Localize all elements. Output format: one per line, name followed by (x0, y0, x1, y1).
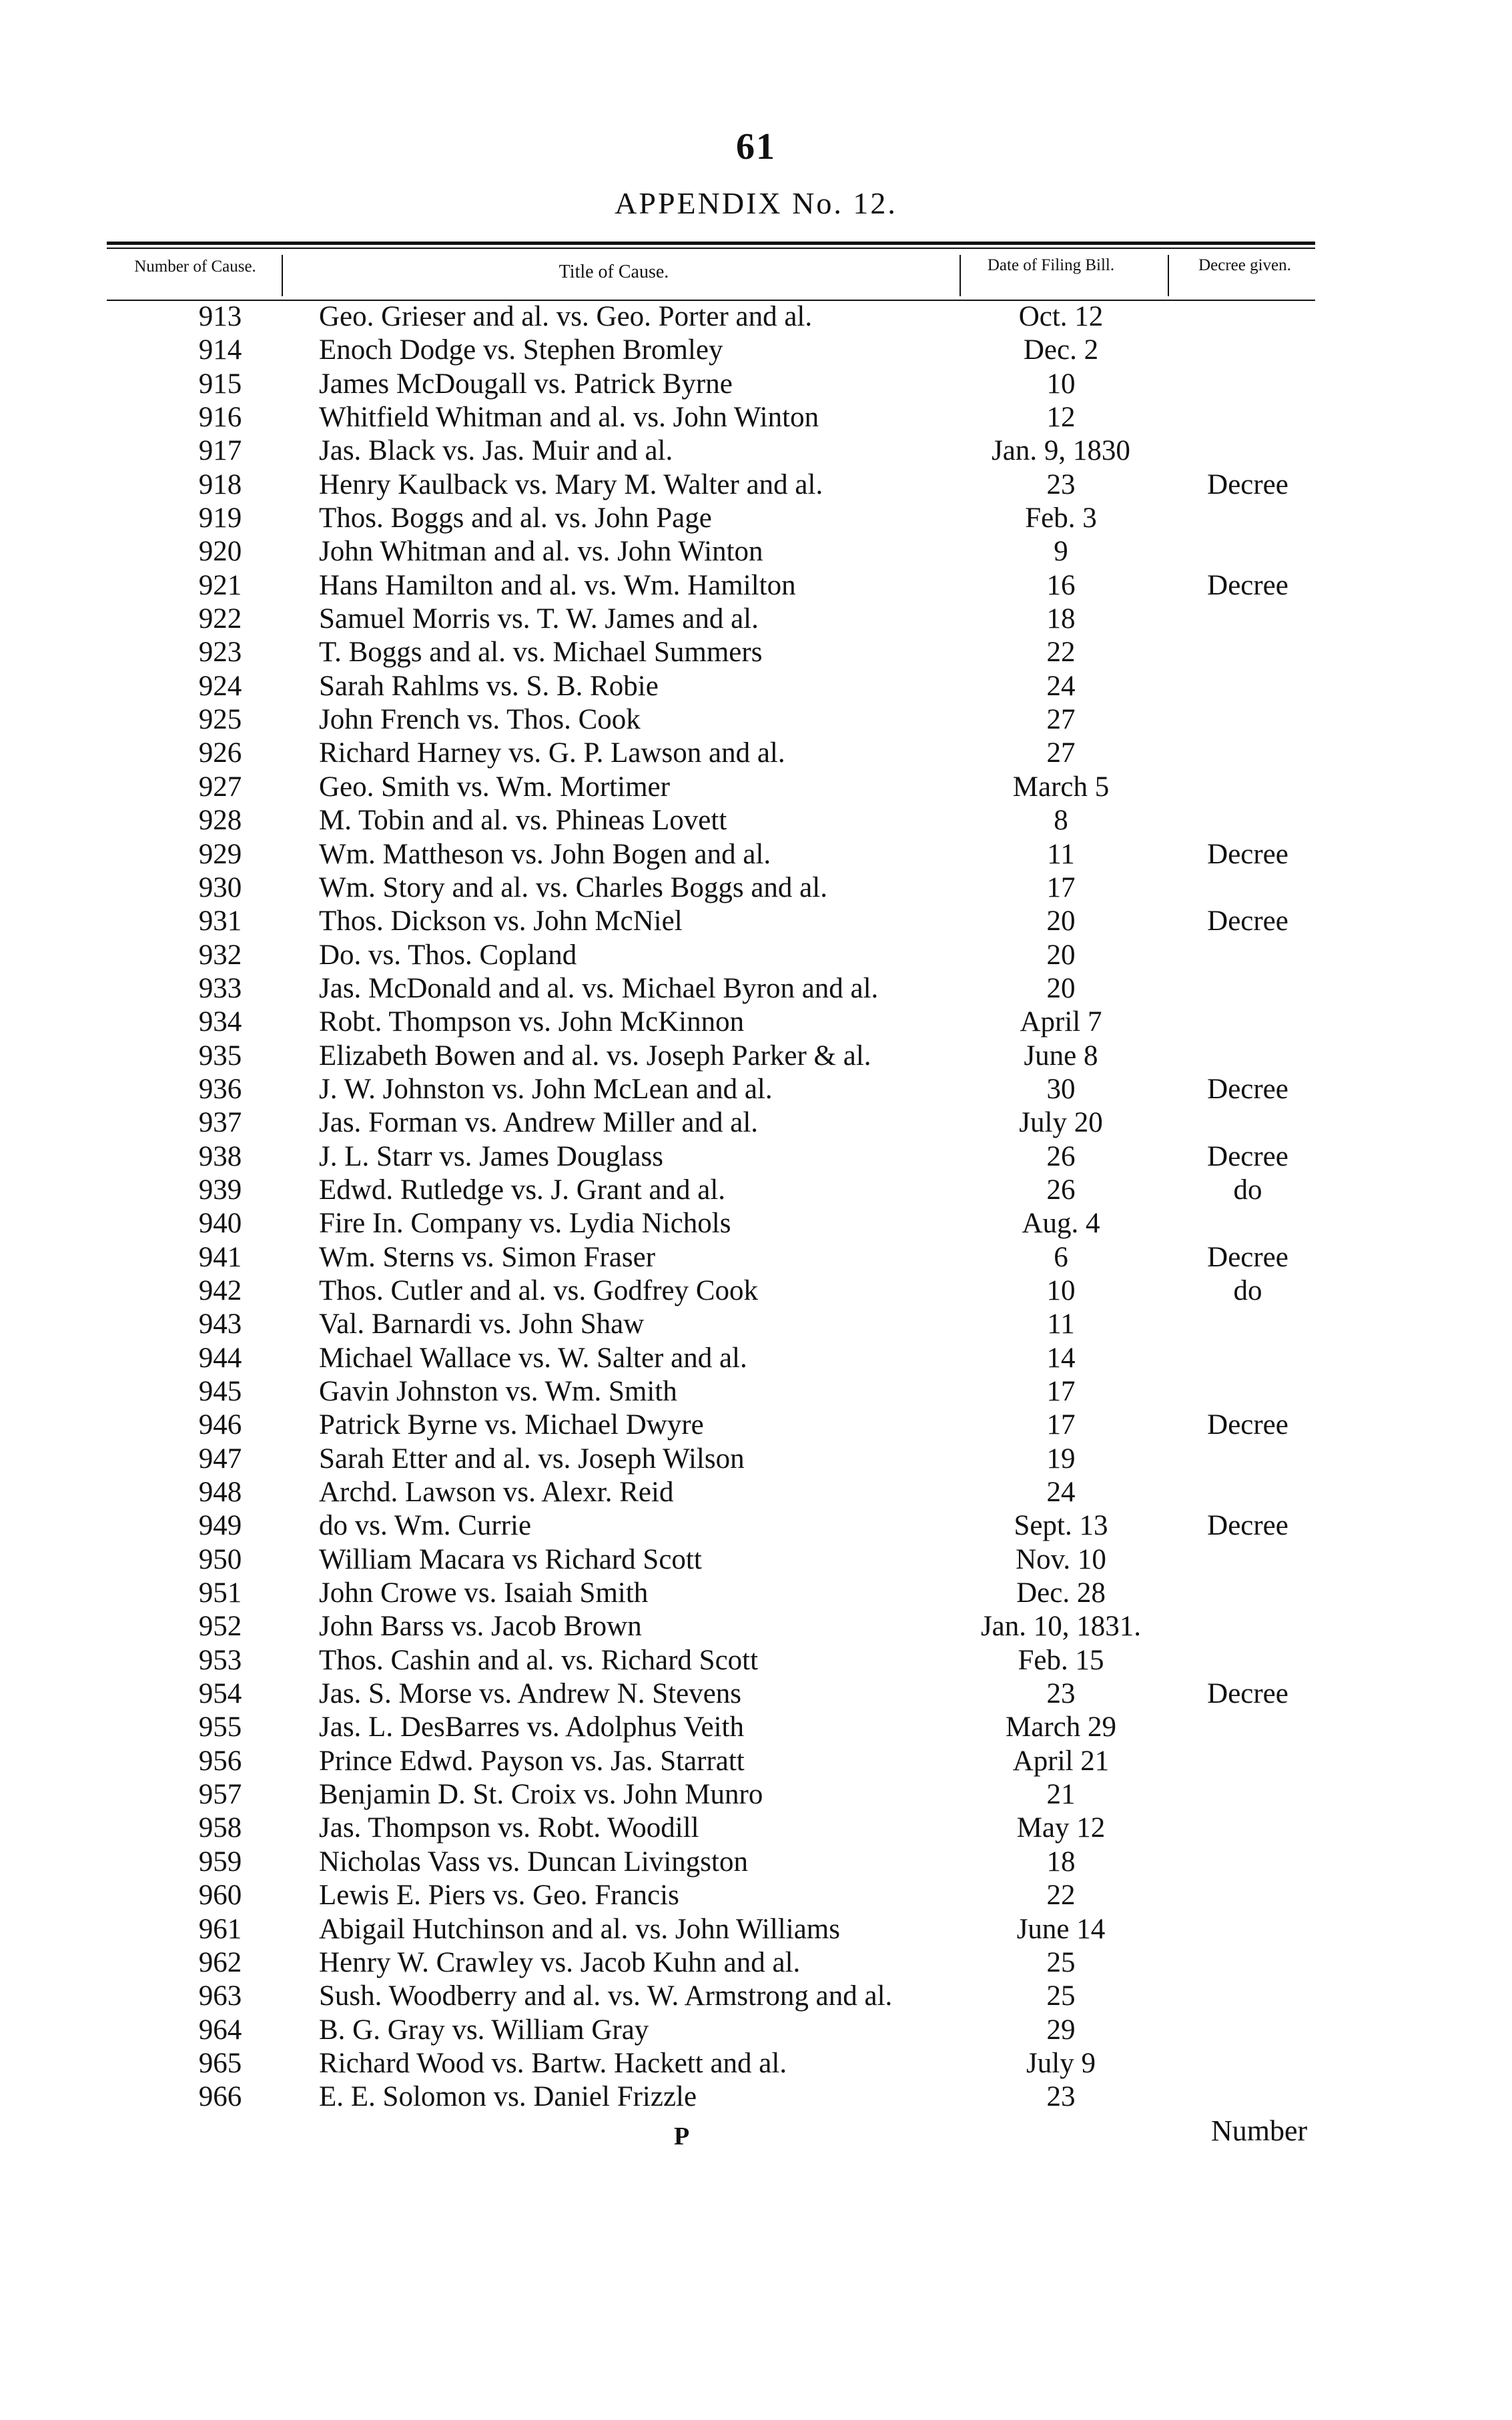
filing-date: 20 (1046, 905, 1076, 937)
table-row (107, 535, 1315, 568)
table-row (107, 1577, 1315, 1610)
cause-number: 965 (198, 2047, 242, 2079)
filing-date: 11 (1047, 1308, 1075, 1340)
table-row (107, 1274, 1315, 1308)
page-number: 61 (736, 126, 776, 167)
cause-number: 922 (198, 603, 242, 635)
filing-date: 9 (1054, 536, 1068, 568)
table-row (107, 670, 1315, 703)
header-top-rule (107, 242, 1315, 245)
header-divider (282, 255, 283, 296)
table-row (107, 1610, 1315, 1643)
table-row (107, 1174, 1315, 1207)
table-row (107, 804, 1315, 837)
cause-number: 958 (198, 1812, 242, 1844)
filing-date: 11 (1047, 838, 1075, 870)
cause-title: James McDougall vs. Patrick Byrne (319, 368, 733, 400)
filing-date: 22 (1046, 637, 1076, 669)
decree-status: Decree (1207, 905, 1288, 937)
cause-number: 933 (198, 972, 242, 1004)
table-row (107, 1342, 1315, 1375)
table-row (107, 1005, 1315, 1039)
table-row (107, 2047, 1315, 2080)
decree-status: Decree (1207, 468, 1288, 500)
table-row (107, 737, 1315, 770)
cause-title: Wm. Sterns vs. Simon Fraser (319, 1241, 656, 1273)
cause-number: 949 (198, 1510, 242, 1542)
table-row (107, 939, 1315, 972)
filing-date: May 12 (1016, 1812, 1106, 1844)
filing-date: 22 (1046, 1880, 1076, 1912)
decree-status: do (1233, 1274, 1262, 1306)
cause-title: Hans Hamilton and al. vs. Wm. Hamilton (319, 569, 796, 601)
cause-title: Henry Kaulback vs. Mary M. Walter and al. (319, 468, 823, 500)
cause-number: 962 (198, 1946, 242, 1978)
filing-date: Oct. 12 (1018, 301, 1104, 332)
header-top-rule-thin (107, 248, 1315, 249)
cause-title: Richard Harney vs. G. P. Lawson and al. (319, 737, 785, 769)
table-row (107, 1106, 1315, 1140)
cause-number: 926 (198, 737, 242, 769)
cause-number: 938 (198, 1140, 242, 1172)
cause-title: T. Boggs and al. vs. Michael Summers (319, 637, 763, 669)
cause-number: 917 (198, 435, 242, 467)
cause-number: 956 (198, 1745, 242, 1777)
cause-number: 932 (198, 939, 242, 971)
filing-date: 10 (1046, 1274, 1076, 1306)
header-date: Date of Filing Bill. (987, 256, 1115, 274)
cause-number: 923 (198, 637, 242, 669)
cause-number: 961 (198, 1913, 242, 1945)
filing-date: June 8 (1024, 1040, 1098, 1072)
cause-title: Sarah Rahlms vs. S. B. Robie (319, 670, 659, 702)
cause-number: 915 (198, 368, 242, 400)
cause-number: 939 (198, 1174, 242, 1206)
filing-date: Feb. 15 (1018, 1644, 1104, 1676)
filing-date: 16 (1046, 569, 1076, 601)
table-header (107, 252, 1315, 300)
cause-title: Whitfield Whitman and al. vs. John Winton (319, 402, 819, 434)
cause-title: Sarah Etter and al. vs. Joseph Wilson (319, 1443, 745, 1475)
table-row (107, 1677, 1315, 1711)
header-divider (1168, 255, 1169, 296)
cause-title: Jas. L. DesBarres vs. Adolphus Veith (319, 1711, 745, 1743)
table-row (107, 468, 1315, 502)
cause-title: Archd. Lawson vs. Alexr. Reid (319, 1477, 674, 1509)
table-row (107, 1980, 1315, 2013)
cause-title: Edwd. Rutledge vs. J. Grant and al. (319, 1174, 726, 1206)
cause-title: Lewis E. Piers vs. Geo. Francis (319, 1880, 679, 1912)
header-decree: Decree given. (1198, 256, 1291, 274)
table-row (107, 838, 1315, 871)
filing-date: 17 (1046, 1376, 1076, 1407)
cause-number: 946 (198, 1409, 242, 1441)
signature-mark: P (674, 2122, 690, 2150)
table-row (107, 1745, 1315, 1778)
table-row (107, 2014, 1315, 2047)
cause-title: Do. vs. Thos. Copland (319, 939, 577, 971)
cause-title: Jas. Forman vs. Andrew Miller and al. (319, 1107, 759, 1139)
table-row (107, 1913, 1315, 1946)
cause-title: Thos. Dickson vs. John McNiel (319, 905, 683, 937)
cause-title: John Crowe vs. Isaiah Smith (319, 1577, 649, 1609)
filing-date: 6 (1054, 1241, 1068, 1273)
filing-date: 23 (1046, 2081, 1076, 2113)
cause-title: Wm. Story and al. vs. Charles Boggs and al. (319, 871, 827, 903)
filing-date: 27 (1046, 737, 1076, 769)
table-row (107, 1846, 1315, 1879)
cause-title: John French vs. Thos. Cook (319, 704, 641, 736)
cause-number: 919 (198, 502, 242, 534)
cause-title: Gavin Johnston vs. Wm. Smith (319, 1376, 677, 1407)
filing-date: Sept. 13 (1014, 1510, 1108, 1542)
filing-date: Jan. 10, 1831. (980, 1611, 1142, 1643)
decree-status: Decree (1207, 1678, 1288, 1710)
table-row (107, 1241, 1315, 1274)
decree-status: Decree (1207, 1140, 1288, 1172)
table-row (107, 1040, 1315, 1073)
table-row (107, 1207, 1315, 1240)
cause-number: 963 (198, 1980, 242, 2012)
table-row (107, 972, 1315, 1005)
cause-number: 931 (198, 905, 242, 937)
cause-number: 929 (198, 838, 242, 870)
header-number: Number of Cause. (134, 258, 256, 276)
table-row (107, 1443, 1315, 1476)
cause-title: do vs. Wm. Currie (319, 1510, 532, 1542)
filing-date: 26 (1046, 1174, 1076, 1206)
decree-status: Decree (1207, 1510, 1288, 1542)
cause-title: Geo. Grieser and al. vs. Geo. Porter and al. (319, 301, 813, 332)
filing-date: 20 (1046, 972, 1076, 1004)
filing-date: 27 (1046, 704, 1076, 736)
filing-date: 18 (1046, 603, 1076, 635)
table-row (107, 1509, 1315, 1543)
cause-title: J. W. Johnston vs. John McLean and al. (319, 1073, 773, 1105)
filing-date: Dec. 28 (1016, 1577, 1106, 1609)
table-row (107, 1946, 1315, 1980)
cause-number: 960 (198, 1880, 242, 1912)
table-row (107, 502, 1315, 535)
filing-date: 14 (1046, 1342, 1076, 1374)
decree-status: Decree (1207, 1409, 1288, 1441)
table-row (107, 1140, 1315, 1174)
filing-date: 30 (1046, 1073, 1076, 1105)
table-row (107, 434, 1315, 468)
cause-number: 964 (198, 2014, 242, 2046)
decree-status: Decree (1207, 838, 1288, 870)
table-row (107, 401, 1315, 434)
cause-number: 955 (198, 1711, 242, 1743)
cause-number: 966 (198, 2081, 242, 2113)
cause-number: 936 (198, 1073, 242, 1105)
cause-title: Michael Wallace vs. W. Salter and al. (319, 1342, 747, 1374)
table-row (107, 1879, 1315, 1912)
cause-title: Abigail Hutchinson and al. vs. John Williams (319, 1913, 840, 1945)
cause-number: 924 (198, 670, 242, 702)
table-row (107, 771, 1315, 804)
cause-title: Thos. Cutler and al. vs. Godfrey Cook (319, 1274, 759, 1306)
cause-title: Thos. Cashin and al. vs. Richard Scott (319, 1644, 759, 1676)
cause-title: Thos. Boggs and al. vs. John Page (319, 502, 712, 534)
table-row (107, 905, 1315, 938)
filing-date: Dec. 2 (1023, 334, 1099, 366)
table-row (107, 2080, 1315, 2114)
cause-number: 916 (198, 402, 242, 434)
cause-number: 918 (198, 468, 242, 500)
filing-date: Jan. 9, 1830 (992, 435, 1130, 467)
table-row (107, 1644, 1315, 1677)
table-row (107, 1811, 1315, 1845)
cause-title: Geo. Smith vs. Wm. Mortimer (319, 771, 670, 803)
cause-number: 952 (198, 1611, 242, 1643)
cause-number: 914 (198, 334, 242, 366)
filing-date: 12 (1046, 402, 1076, 434)
cause-title: Enoch Dodge vs. Stephen Bromley (319, 334, 723, 366)
header-divider (960, 255, 961, 296)
decree-status: Decree (1207, 1073, 1288, 1105)
table-row (107, 1543, 1315, 1577)
cause-title: Patrick Byrne vs. Michael Dwyre (319, 1409, 704, 1441)
filing-date: 10 (1046, 368, 1076, 400)
filing-date: July 20 (1019, 1107, 1103, 1139)
table-row (107, 334, 1315, 367)
cause-number: 937 (198, 1107, 242, 1139)
cause-title: M. Tobin and al. vs. Phineas Lovett (319, 805, 727, 837)
cause-title: Richard Wood vs. Bartw. Hackett and al. (319, 2047, 787, 2079)
cause-number: 920 (198, 536, 242, 568)
filing-date: 26 (1046, 1140, 1076, 1172)
filing-date: 24 (1046, 670, 1076, 702)
table-row (107, 300, 1315, 334)
cause-title: Sush. Woodberry and al. vs. W. Armstrong and al. (319, 1980, 893, 2012)
cause-title: B. G. Gray vs. William Gray (319, 2014, 649, 2046)
cause-number: 927 (198, 771, 242, 803)
cause-title: William Macara vs Richard Scott (319, 1543, 702, 1575)
cause-title: Val. Barnardi vs. John Shaw (319, 1308, 645, 1340)
cause-number: 945 (198, 1376, 242, 1407)
table-row (107, 1073, 1315, 1106)
cause-number: 935 (198, 1040, 242, 1072)
cause-number: 957 (198, 1779, 242, 1811)
cause-title: Jas. S. Morse vs. Andrew N. Stevens (319, 1678, 742, 1710)
table-row (107, 636, 1315, 669)
filing-date: 25 (1046, 1980, 1076, 2012)
cause-number: 941 (198, 1241, 242, 1273)
filing-date: 21 (1046, 1779, 1076, 1811)
decree-status: do (1233, 1174, 1262, 1206)
cause-title: Henry W. Crawley vs. Jacob Kuhn and al. (319, 1946, 801, 1978)
cause-title: Prince Edwd. Payson vs. Jas. Starratt (319, 1745, 745, 1777)
filing-date: 25 (1046, 1946, 1076, 1978)
cause-number: 940 (198, 1208, 242, 1240)
catchword: Number (1211, 2114, 1308, 2147)
cause-title: Wm. Mattheson vs. John Bogen and al. (319, 838, 771, 870)
cause-title: John Whitman and al. vs. John Winton (319, 536, 763, 568)
table-row (107, 871, 1315, 905)
filing-date: March 5 (1012, 771, 1110, 803)
cause-title: John Barss vs. Jacob Brown (319, 1611, 642, 1643)
cause-number: 934 (198, 1006, 242, 1038)
table-row (107, 368, 1315, 401)
filing-date: 20 (1046, 939, 1076, 971)
decree-status: Decree (1207, 1241, 1288, 1273)
filing-date: 19 (1046, 1443, 1076, 1475)
cause-title: Nicholas Vass vs. Duncan Livingston (319, 1846, 748, 1878)
filing-date: April 7 (1020, 1006, 1102, 1038)
cause-number: 925 (198, 704, 242, 736)
cause-title: Elizabeth Bowen and al. vs. Joseph Parker & al. (319, 1040, 871, 1072)
cause-number: 928 (198, 805, 242, 837)
cause-number: 947 (198, 1443, 242, 1475)
cause-number: 948 (198, 1477, 242, 1509)
cause-number: 944 (198, 1342, 242, 1374)
filing-date: 24 (1046, 1477, 1076, 1509)
table-row (107, 1308, 1315, 1341)
cause-title: Samuel Morris vs. T. W. James and al. (319, 603, 759, 635)
page-title: APPENDIX No. 12. (615, 186, 897, 220)
cause-title: Jas. Thompson vs. Robt. Woodill (319, 1812, 699, 1844)
filing-date: 8 (1054, 805, 1068, 837)
cause-number: 959 (198, 1846, 242, 1878)
table-row (107, 1476, 1315, 1509)
cause-number: 913 (198, 301, 242, 332)
cause-title: Robt. Thompson vs. John McKinnon (319, 1006, 745, 1038)
table-row (107, 569, 1315, 602)
header-title: Title of Cause. (558, 262, 669, 282)
cause-number: 953 (198, 1644, 242, 1676)
filing-date: April 21 (1012, 1745, 1110, 1777)
table-row (107, 703, 1315, 737)
cause-number: 943 (198, 1308, 242, 1340)
filing-date: 23 (1046, 1678, 1076, 1710)
cause-title: Jas. McDonald and al. vs. Michael Byron and al. (319, 972, 879, 1004)
table-row (107, 602, 1315, 636)
filing-date: 18 (1046, 1846, 1076, 1878)
table-row (107, 1408, 1315, 1442)
cause-number: 954 (198, 1678, 242, 1710)
cause-number: 921 (198, 569, 242, 601)
filing-date: 29 (1046, 2014, 1076, 2046)
cause-number: 951 (198, 1577, 242, 1609)
filing-date: July 9 (1026, 2047, 1096, 2079)
filing-date: Aug. 4 (1022, 1208, 1100, 1240)
table-row (107, 1711, 1315, 1744)
cause-number: 942 (198, 1274, 242, 1306)
cause-title: E. E. Solomon vs. Daniel Frizzle (319, 2081, 697, 2113)
cause-table-body (107, 300, 1315, 2114)
filing-date: Feb. 3 (1025, 502, 1097, 534)
cause-title: Fire In. Company vs. Lydia Nichols (319, 1208, 731, 1240)
filing-date: Nov. 10 (1016, 1543, 1106, 1575)
filing-date: 23 (1046, 468, 1076, 500)
cause-number: 950 (198, 1543, 242, 1575)
cause-title: J. L. Starr vs. James Douglass (319, 1140, 663, 1172)
filing-date: 17 (1046, 1409, 1076, 1441)
cause-number: 930 (198, 871, 242, 903)
filing-date: June 14 (1016, 1913, 1106, 1945)
cause-title: Benjamin D. St. Croix vs. John Munro (319, 1779, 763, 1811)
cause-title: Jas. Black vs. Jas. Muir and al. (319, 435, 673, 467)
table-row (107, 1375, 1315, 1408)
decree-status: Decree (1207, 569, 1288, 601)
filing-date: March 29 (1006, 1711, 1116, 1743)
filing-date: 17 (1046, 871, 1076, 903)
table-row (107, 1778, 1315, 1811)
